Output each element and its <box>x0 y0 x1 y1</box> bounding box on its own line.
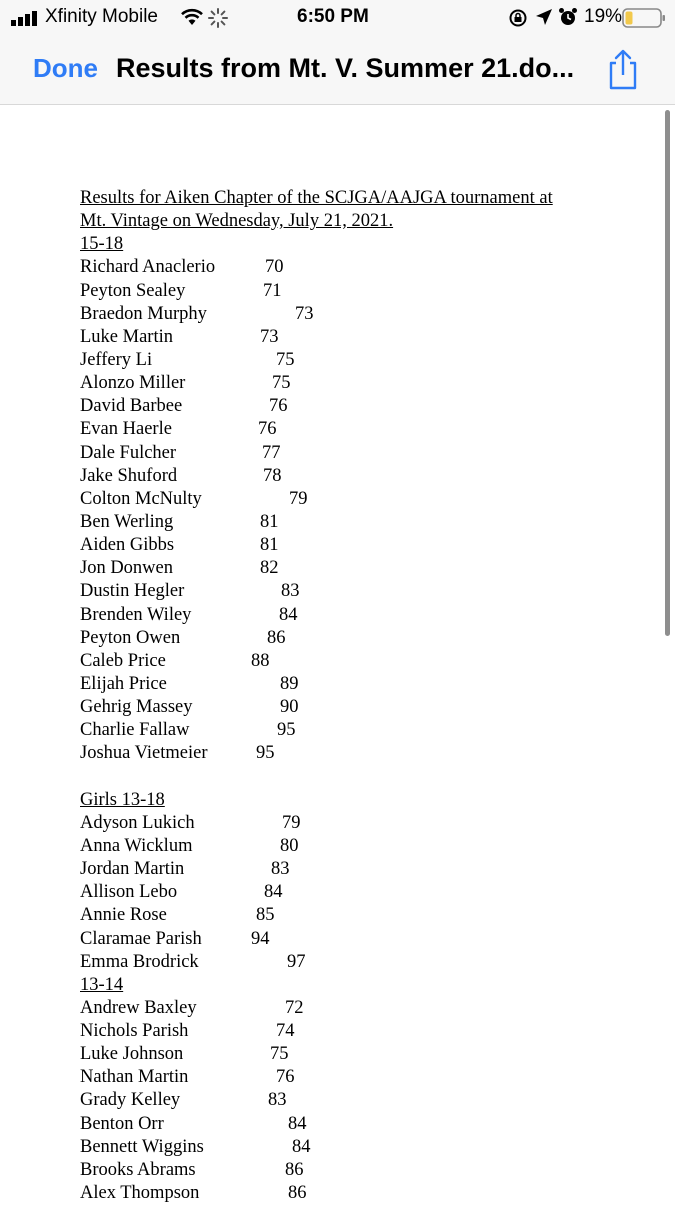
player-score: 78 <box>263 465 282 486</box>
player-name: Luke Martin <box>80 326 173 347</box>
player-score: 88 <box>251 650 270 671</box>
player-score: 81 <box>260 535 279 556</box>
player-score: 76 <box>258 419 277 440</box>
player-name: Nichols Parish <box>80 1021 189 1042</box>
player-score: 75 <box>270 1044 289 1065</box>
player-name: Brenden Wiley <box>80 604 192 625</box>
result-row <box>80 928 640 951</box>
player-name: Richard Anaclerio <box>80 257 216 278</box>
result-row <box>80 557 640 580</box>
result-row <box>80 256 640 279</box>
result-row <box>80 627 640 650</box>
player-name: David Barbee <box>80 396 183 417</box>
document-page[interactable] <box>0 105 675 1204</box>
player-name: Aiden Gibbs <box>80 535 175 556</box>
result-row <box>80 349 640 372</box>
group-heading: 13-14 <box>80 974 124 995</box>
player-score: 80 <box>280 835 299 856</box>
player-score: 77 <box>262 442 281 463</box>
player-score: 75 <box>276 349 295 370</box>
scrollbar[interactable] <box>665 110 670 636</box>
player-name: Adyson Lukich <box>80 812 195 833</box>
wifi-icon <box>180 8 204 26</box>
results-groups <box>80 233 640 1205</box>
player-name: Colton McNulty <box>80 488 202 509</box>
signal-icon <box>11 10 41 26</box>
player-name: Jeffery Li <box>80 349 153 370</box>
result-row <box>80 465 640 488</box>
player-name: Joshua Vietmeier <box>80 743 208 764</box>
orientation-lock-icon <box>508 8 528 28</box>
result-row <box>80 997 640 1020</box>
player-name: Andrew Baxley <box>80 997 197 1018</box>
player-score: 86 <box>267 627 286 648</box>
document-text <box>80 187 640 1205</box>
player-name: Evan Haerle <box>80 419 172 440</box>
result-row <box>80 1043 640 1066</box>
result-row <box>80 673 640 696</box>
player-score: 76 <box>276 1067 295 1088</box>
result-row <box>80 1159 640 1182</box>
heading-line-2: Mt. Vintage on Wednesday, July 21, 2021. <box>80 211 394 232</box>
carrier-label: Xfinity Mobile <box>45 6 158 27</box>
player-name: Brooks Abrams <box>80 1159 196 1180</box>
player-name: Dale Fulcher <box>80 442 177 463</box>
status-bar <box>0 0 675 36</box>
group-heading: 15-18 <box>80 234 124 255</box>
player-score: 94 <box>251 928 270 949</box>
battery-percent: 19% <box>584 6 623 27</box>
player-name: Jordan Martin <box>80 859 185 880</box>
share-icon[interactable] <box>604 48 642 90</box>
player-score: 76 <box>269 396 288 417</box>
player-score: 72 <box>285 997 304 1018</box>
result-row <box>80 395 640 418</box>
result-row <box>80 650 640 673</box>
result-row <box>80 1182 640 1205</box>
player-name: Dustin Hegler <box>80 581 185 602</box>
player-name: Emma Brodrick <box>80 951 199 972</box>
location-icon <box>535 8 553 26</box>
player-name: Jon Donwen <box>80 558 174 579</box>
player-name: Nathan Martin <box>80 1067 189 1088</box>
result-row <box>80 1113 640 1136</box>
player-score: 74 <box>276 1021 295 1042</box>
player-score: 84 <box>264 882 283 903</box>
player-score: 95 <box>277 720 296 741</box>
result-row <box>80 719 640 742</box>
result-row <box>80 580 640 603</box>
done-button[interactable]: Done <box>33 53 98 83</box>
player-score: 90 <box>280 697 299 718</box>
player-name: Charlie Fallaw <box>80 720 190 741</box>
player-score: 82 <box>260 558 279 579</box>
result-row <box>80 418 640 441</box>
player-name: Gehrig Massey <box>80 697 193 718</box>
player-score: 83 <box>268 1090 287 1111</box>
player-name: Allison Lebo <box>80 882 178 903</box>
player-score: 86 <box>288 1183 307 1204</box>
player-name: Caleb Price <box>80 650 166 671</box>
document-title: Results from Mt. V. Summer 21.do... <box>116 53 575 83</box>
player-name: Elijah Price <box>80 673 167 694</box>
result-row <box>80 858 640 881</box>
player-name: Claramae Parish <box>80 928 202 949</box>
group-heading: Girls 13-18 <box>80 789 165 810</box>
player-name: Alex Thompson <box>80 1183 200 1204</box>
player-name: Peyton Sealey <box>80 280 186 301</box>
player-name: Jake Shuford <box>80 465 178 486</box>
player-score: 97 <box>287 951 306 972</box>
battery-icon <box>622 8 666 28</box>
player-score: 73 <box>260 326 279 347</box>
player-name: Benton Orr <box>80 1113 164 1134</box>
heading-line-1: Results for Aiken Chapter of the SCJGA/AAJGA tournament at <box>80 188 553 208</box>
result-row <box>80 835 640 858</box>
player-score: 79 <box>282 812 301 833</box>
clock: 6:50 PM <box>297 6 369 27</box>
result-row <box>80 1089 640 1112</box>
player-name: Grady Kelley <box>80 1090 181 1111</box>
player-score: 79 <box>289 488 308 509</box>
navigation-bar <box>0 36 675 105</box>
result-row <box>80 696 640 719</box>
player-score: 85 <box>256 905 275 926</box>
result-row <box>80 326 640 349</box>
player-score: 83 <box>281 581 300 602</box>
result-row <box>80 488 640 511</box>
player-score: 70 <box>265 257 284 278</box>
player-name: Peyton Owen <box>80 627 181 648</box>
player-score: 81 <box>260 511 279 532</box>
player-score: 71 <box>263 280 282 301</box>
result-row <box>80 1020 640 1043</box>
result-row <box>80 280 640 303</box>
player-score: 86 <box>285 1159 304 1180</box>
result-row <box>80 742 640 765</box>
blank-line <box>80 766 640 789</box>
result-row <box>80 904 640 927</box>
result-row <box>80 303 640 326</box>
player-score: 84 <box>292 1136 311 1157</box>
player-score: 75 <box>272 373 291 394</box>
result-row <box>80 372 640 395</box>
player-score: 83 <box>271 859 290 880</box>
player-name: Bennett Wiggins <box>80 1136 204 1157</box>
player-name: Anna Wicklum <box>80 835 193 856</box>
player-score: 84 <box>288 1113 307 1134</box>
result-row <box>80 951 640 974</box>
result-row <box>80 812 640 835</box>
result-row <box>80 604 640 627</box>
player-name: Braedon Murphy <box>80 303 207 324</box>
result-row <box>80 1136 640 1159</box>
player-name: Annie Rose <box>80 905 167 926</box>
alarm-icon <box>558 7 578 27</box>
player-score: 73 <box>295 303 314 324</box>
loading-spinner-icon <box>208 8 228 28</box>
player-score: 84 <box>279 604 298 625</box>
result-row <box>80 881 640 904</box>
result-row <box>80 1066 640 1089</box>
player-name: Alonzo Miller <box>80 373 186 394</box>
player-name: Luke Johnson <box>80 1044 184 1065</box>
player-name: Ben Werling <box>80 511 174 532</box>
player-score: 95 <box>256 743 275 764</box>
result-row <box>80 511 640 534</box>
player-score: 89 <box>280 673 299 694</box>
result-row <box>80 442 640 465</box>
result-row <box>80 534 640 557</box>
